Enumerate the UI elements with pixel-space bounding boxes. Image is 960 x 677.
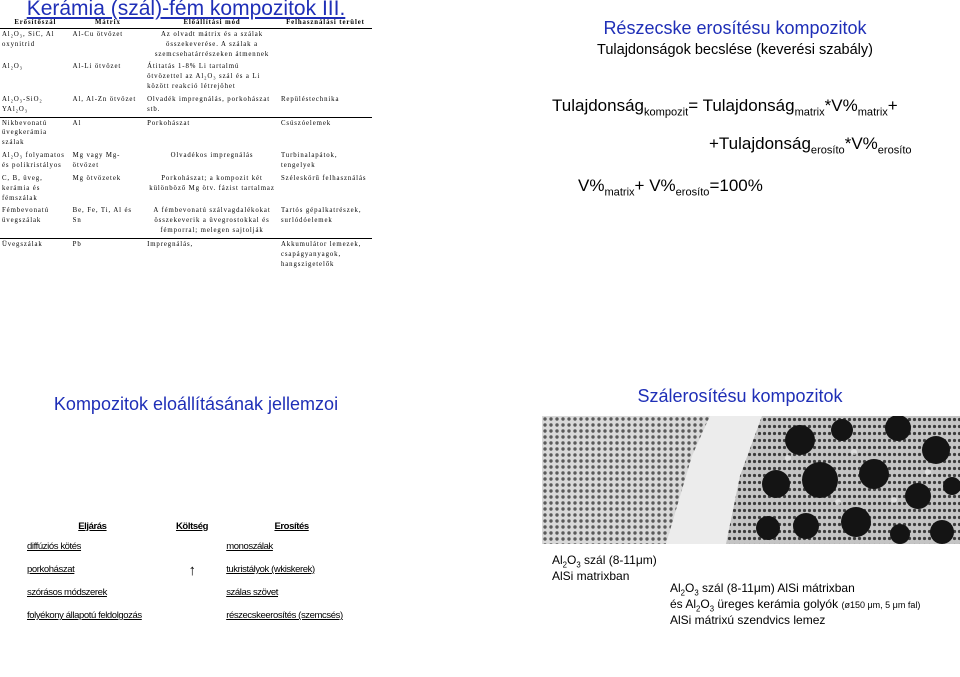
eq-subscript: matrix [857, 106, 888, 119]
cap-note: (ø150 μm, 5 μm fal) [841, 600, 921, 610]
cell-process: folyékony állapotú feldolgozás [27, 610, 142, 621]
cost-up-arrow-icon: ↑ [188, 562, 196, 579]
eq-term: = Tulajdonság [688, 96, 795, 115]
eq-term: + [887, 96, 898, 115]
cap-text: Al [552, 553, 563, 567]
cell-process: porkohászat [27, 564, 75, 575]
table-row [0, 150, 372, 173]
cell-method: A fémbevonatú szálvagdalékokat összekeverik a üvegrostokkal és fémporral; melegen sajtolják [145, 205, 279, 238]
table-header-row [0, 18, 372, 28]
cell-fiber: Al₂O₃ folyamatos és polikristályos [2, 152, 65, 169]
col-header-matrix: Mátrix [71, 18, 145, 28]
col-header-cost: Költség [175, 520, 209, 532]
mixing-rule-equation-1 [552, 96, 898, 118]
cell-usage: Repüléstechnika [279, 94, 372, 117]
eq-term: +Tulajdonság [709, 134, 811, 153]
volume-fraction-equation [578, 176, 763, 198]
cell-usage [279, 61, 372, 94]
eq-subscript: kompozit [644, 106, 689, 119]
cell-usage: Csúszóelemek [280, 119, 332, 127]
slide-fiber-reinforced [520, 376, 960, 677]
cell-fiber: Al₂O₃-SiO₂ YAl₂O₃ [0, 94, 71, 117]
cell-method: Impregnálás, [147, 240, 194, 248]
cap-subscript: 2 [562, 560, 568, 570]
cap-text: és Al [670, 597, 697, 611]
slide-composite-production [0, 342, 392, 677]
cell-matrix: Mg vagy Mg-ötvözet [72, 152, 121, 169]
cell-method: Olvadék impregnálás, porkohászat stb. [145, 94, 279, 117]
slide-title: Kerámia (szál)-fém kompozitok III. [26, 0, 346, 20]
cell-process: szórásos módszerek [27, 587, 107, 598]
cell-method: Porkohászat; a kompozit két különböző Mg ötv. fázist tartalmaz [149, 174, 275, 192]
cell-usage: Tartós gépalkatrészek, surlódóelemek [279, 205, 372, 238]
caption-fiber [552, 554, 657, 570]
eq-subscript: erosíto [877, 144, 912, 157]
caption-sandwich-plate: AlSi mátrixú szendvics lemez [670, 613, 826, 627]
eq-term: *V% [824, 96, 858, 115]
cap-subscript: 3 [576, 560, 581, 570]
cap-subscript: 2 [680, 588, 686, 598]
caption-ceramic-spheres [670, 598, 920, 614]
table-row [0, 173, 372, 206]
table-row [0, 205, 372, 238]
cap-text: O [567, 553, 577, 567]
cell-usage [279, 28, 372, 61]
cell-usage: Turbinalapátok, tengelyek [280, 152, 338, 169]
col-header-usage: Felhasználási terület [279, 18, 372, 28]
cell-reinforcement: tukristályok (wkiskerek) [226, 564, 315, 575]
caption-matrix: AlSi matrixban [552, 569, 630, 583]
cell-fiber: Al₂O₃, SiC, Al oxynitrid [2, 30, 55, 48]
cell-method: Olvadékos impregnálás [170, 152, 254, 160]
cap-subscript: 3 [694, 588, 699, 598]
cap-text: O [700, 597, 710, 611]
cell-fiber: C, B, üveg, kerámia és fémszálak [2, 174, 43, 202]
eq-subscript: matrix [794, 106, 825, 119]
cell-method: Porkohászat [147, 119, 191, 127]
cell-matrix: Al-Cu ötvözet [72, 30, 124, 38]
cell-method: Az olvadt mátrix és a szálak összekeverése. A szálak a szemcsehatárrészeken átmennek [154, 30, 270, 58]
table-header-row [26, 512, 358, 540]
eq-term: V% [578, 176, 605, 195]
slide-ceramic-fiber-metal-composites [0, 0, 372, 300]
slide-title: Kompozitok eloállításának jellemzoi [53, 394, 339, 414]
col-header-method: Előállítási mód [145, 18, 279, 28]
table-row [0, 61, 372, 94]
table-row [0, 94, 372, 117]
eq-subscript: matrix [604, 186, 635, 199]
mixing-rule-equation-2 [709, 134, 912, 156]
cell-usage: Akkumulátor lemezek, csapágyanyagok, hangszigetelők [280, 240, 362, 268]
micrograph-image [542, 416, 960, 544]
slide-subtitle: Tulajdonságok becslése (keverési szabály) [597, 42, 873, 58]
cell-matrix: Al [72, 119, 82, 127]
cap-text: szál (8-11μm) [580, 553, 657, 567]
cap-text: O [685, 581, 695, 595]
caption-fiber-matrix [670, 582, 855, 598]
cell-matrix: Be, Fe, Ti, Al és Sn [71, 205, 145, 238]
cell-reinforcement: monoszálak [226, 541, 273, 552]
cap-subscript: 3 [709, 604, 715, 614]
cell-reinforcement: részecskeerosítés (szemcsés) [226, 610, 343, 621]
cell-process: diffúziós kötés [27, 541, 82, 552]
eq-term: =100% [709, 176, 763, 195]
col-header-fiber: Erősítőszál [0, 18, 71, 28]
eq-subscript: erosíto [810, 144, 845, 157]
cell-reinforcement: szálas szövet [226, 587, 279, 598]
cell-fiber: Üvegszálak [2, 240, 43, 248]
eq-term: + V% [634, 176, 676, 195]
cap-text: szál (8-11μm) AlSi mátrixban [698, 581, 855, 595]
cell-matrix: Al-Li ötvözet [72, 63, 122, 71]
cell-method: Átitatás 1-8% Li tartalmú ötvözettel az Al₂O₃ szál és a Li között reakció létrejöhet [147, 63, 261, 91]
table-row [0, 28, 372, 61]
cell-matrix: Mg ötvözetek [72, 174, 122, 182]
eq-term: Tulajdonság [552, 96, 644, 115]
eq-subscript: erosíto [675, 186, 710, 199]
cell-fiber: Al₂O₃ [2, 63, 23, 71]
table-row [26, 540, 358, 563]
slide-title: Szálerosítésu kompozitok [637, 386, 843, 406]
cell-fiber: Nikbevonatú üvegkerámia szálak [2, 119, 48, 147]
table-row [0, 238, 372, 271]
cell-matrix: Pb [72, 240, 82, 248]
col-header-reinforcement: Erosítés [274, 520, 309, 532]
cap-text: Al [670, 581, 681, 595]
col-header-process: Eljárás [78, 520, 107, 532]
cell-matrix: Al, Al-Zn ötvözet [71, 94, 145, 117]
slide-particle-reinforced [552, 18, 960, 208]
cap-text: üreges kerámia golyók [714, 597, 842, 611]
table-row [0, 117, 372, 150]
slide-title: Részecske erosítésu kompozitok [603, 18, 867, 38]
eq-term: *V% [844, 134, 878, 153]
cell-fiber: Fémbevonatú üvegszálak [0, 205, 71, 238]
cap-subscript: 2 [696, 604, 701, 614]
cell-usage: Széleskörű felhasználás [280, 174, 367, 182]
composites-table [0, 18, 372, 271]
production-table [26, 512, 358, 632]
